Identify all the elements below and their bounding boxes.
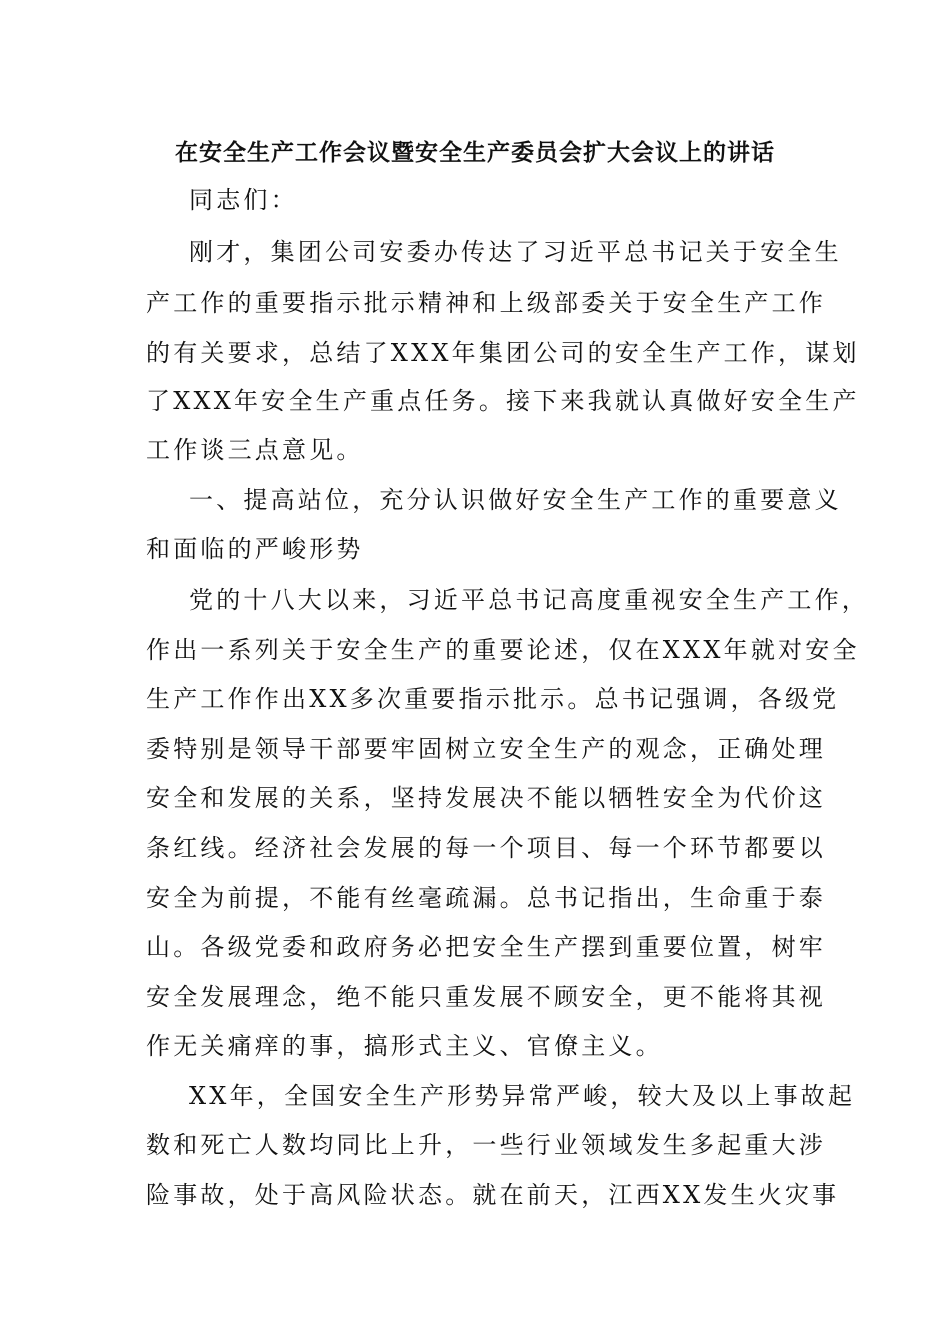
- paragraph-line: 安全为前提，不能有丝毫疏漏。总书记指出，生命重于泰: [146, 884, 826, 912]
- paragraph-line: 产工作的重要指示批示精神和上级部委关于安全生产工作: [146, 289, 826, 317]
- paragraph-line: 党的十八大以来，习近平总书记高度重视安全生产工作，: [189, 586, 869, 614]
- paragraph-line: XX年，全国安全生产形势异常严峻，较大及以上事故起: [189, 1082, 856, 1110]
- paragraph-line: 安全和发展的关系，坚持发展决不能以牺牲安全为代价这: [146, 784, 826, 812]
- salutation: 同志们：: [189, 186, 298, 214]
- paragraph-line: 委特别是领导干部要牢固树立安全生产的观念，正确处理: [146, 735, 826, 763]
- section-heading-line: 和面临的严峻形势: [146, 535, 364, 563]
- paragraph-line: 的有关要求，总结了XXX年集团公司的安全生产工作，谋划: [146, 339, 860, 367]
- paragraph-line: 数和死亡人数均同比上升，一些行业领域发生多起重大涉: [146, 1131, 826, 1159]
- paragraph-line: 安全发展理念，绝不能只重发展不顾安全，更不能将其视: [146, 983, 826, 1011]
- paragraph-line: 山。各级党委和政府务必把安全生产摆到重要位置，树牢: [146, 933, 826, 961]
- paragraph-line: 刚才，集团公司安委办传达了习近平总书记关于安全生: [189, 238, 842, 266]
- paragraph-line: 了XXX年安全生产重点任务。接下来我就认真做好安全生产: [146, 387, 860, 415]
- document-title: 在安全生产工作会议暨安全生产委员会扩大会议上的讲话: [175, 140, 775, 166]
- section-heading-line: 一、提高站位，充分认识做好安全生产工作的重要意义: [189, 486, 842, 514]
- paragraph-line: 险事故，处于高风险状态。就在前天，江西XX发生火灾事: [146, 1181, 840, 1209]
- paragraph-line: 工作谈三点意见。: [146, 436, 364, 464]
- paragraph-line: 条红线。经济社会发展的每一个项目、每一个环节都要以: [146, 834, 826, 862]
- paragraph-line: 生产工作作出XX多次重要指示批示。总书记强调，各级党: [146, 685, 840, 713]
- paragraph-line: 作出一系列关于安全生产的重要论述，仅在XXX年就对安全: [146, 636, 860, 664]
- paragraph-line: 作无关痛痒的事，搞形式主义、官僚主义。: [146, 1032, 663, 1060]
